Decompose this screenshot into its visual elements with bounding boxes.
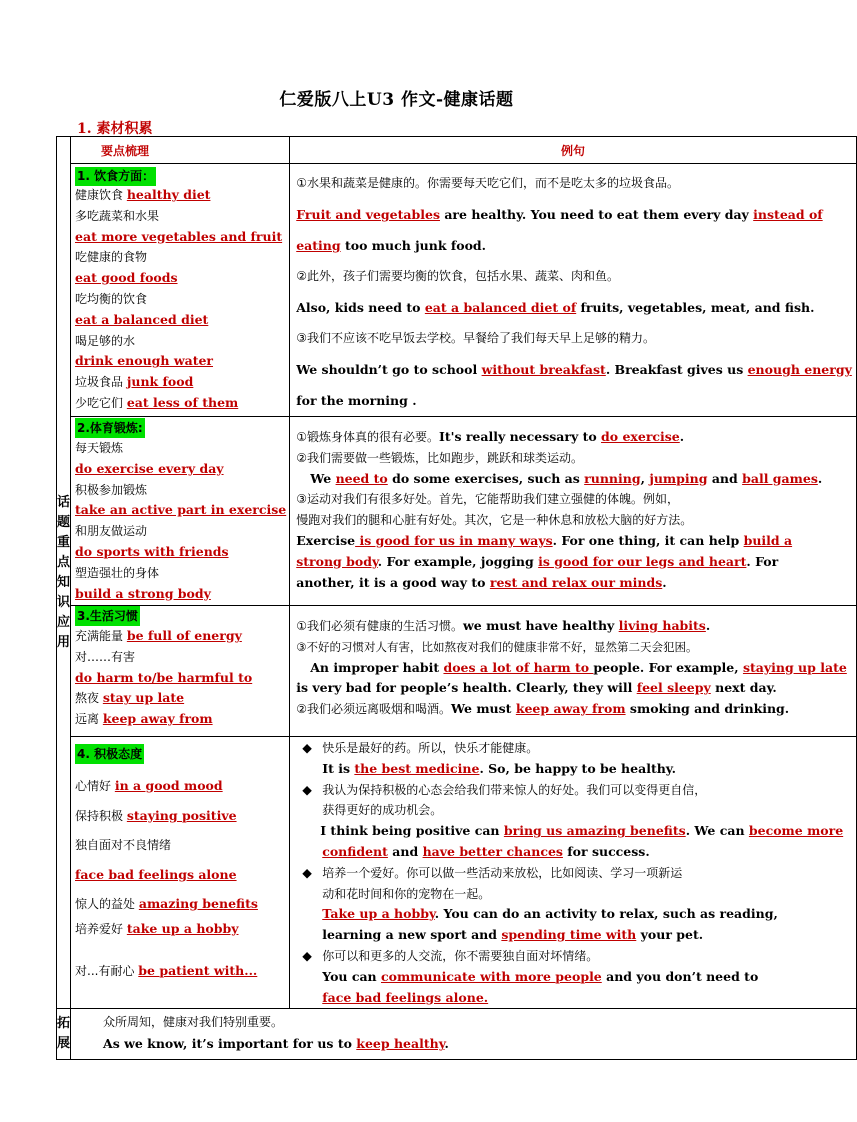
vocab-cn: 熬夜 — [75, 691, 103, 706]
example-en: I think being positive can — [320, 823, 504, 839]
example-en: and — [387, 843, 423, 859]
section-heading: 1. 素材积累 — [77, 121, 153, 137]
example-en: for the morning . — [296, 393, 417, 408]
vocab-en: do exercise every day — [75, 460, 224, 476]
bullet-icon: ◆ — [302, 781, 312, 797]
vocab-cn: 健康饮食 — [75, 188, 127, 202]
exercise-examples — [290, 417, 857, 606]
example-cn: ①我们必须有健康的生活习惯。 — [296, 619, 463, 633]
vocab-cn: 积极参加锻炼 — [75, 482, 148, 497]
example-en: we must have healthy — [463, 618, 619, 633]
vocab-cn: 喝足够的水 — [75, 333, 136, 348]
example-cn: 慢跑对我们的腿和心脏有好处。其次，它是一种休息和放松大脑的好方法。 — [296, 513, 693, 528]
phrase: Take up a hobby — [322, 906, 435, 922]
vocab-cn: 远离 — [75, 712, 103, 727]
exercise-heading: 2.体育锻炼: — [75, 418, 145, 438]
vocab-cn: 独自面对不良情绪 — [75, 838, 172, 852]
example-cn: ②我们必须远离吸烟和喝酒。 — [296, 702, 451, 717]
vocab-en: face bad feelings alone — [75, 867, 237, 882]
side-char: 识 — [57, 594, 71, 610]
vocab-en: take up a hobby — [126, 921, 239, 936]
exercise-vocab — [71, 417, 290, 606]
phrase: keep away from — [515, 701, 626, 717]
side-char: 展 — [57, 1036, 71, 1052]
vocab-en: eat a balanced diet — [75, 311, 209, 327]
example-cn: ③运动对我们有很多好处。首先，它能帮助我们建立强健的体魄。例如， — [296, 492, 679, 507]
vocab-cn: 吃健康的食物 — [75, 250, 148, 265]
bullet-icon: ◆ — [302, 947, 312, 963]
vocab-en: staying positive — [126, 808, 237, 823]
example-en: . — [662, 574, 667, 590]
vocab-en: stay up late — [102, 690, 185, 706]
bullet-icon: ◆ — [302, 864, 312, 880]
vocab-cn: 吃均衡的饮食 — [75, 291, 148, 306]
example-en: are healthy. You need to eat them every day — [439, 207, 754, 222]
phrase: is good for us in many ways — [355, 532, 553, 548]
example-cn: ②我们需要做一些锻炼，比如跑步，跳跃和球类运动。 — [296, 450, 583, 465]
example-en: . We can — [685, 823, 749, 839]
vocab-cn: 心情好 — [75, 779, 115, 793]
vocab-en: keep away from — [102, 711, 213, 727]
example-cn: 快乐是最好的药。所以，快乐才能健康。 — [322, 741, 539, 755]
example-en: . For — [746, 553, 779, 569]
side-char: 话 — [57, 494, 71, 510]
habits-vocab — [71, 606, 290, 737]
vocab-en: in a good mood — [114, 778, 223, 793]
side-char: 应 — [57, 614, 71, 630]
row-diet — [57, 164, 857, 417]
example-en: smoking and drinking. — [625, 701, 790, 717]
example-en: another, it is a good way to — [296, 574, 490, 590]
example-en: . For example, jogging — [377, 553, 539, 569]
attitude-vocab — [71, 737, 290, 1009]
phrase: running — [584, 470, 641, 486]
phrase: eating — [296, 238, 341, 253]
example-en: . You can do an activity to relax, such as reading, — [434, 906, 778, 922]
side-char: 用 — [57, 634, 71, 650]
vocab-cn: 对……有害 — [75, 649, 136, 664]
phrase: confident — [322, 843, 388, 859]
vocab-en: amazing benefits — [138, 896, 258, 911]
attitude-heading: 4. 积极态度 — [75, 744, 144, 764]
example-en: . Breakfast gives us — [605, 362, 748, 377]
table-header-row — [57, 137, 857, 164]
example-en: You can — [322, 968, 381, 984]
example-en: We — [310, 470, 336, 486]
phrase: instead of — [753, 207, 823, 222]
vocab-en: drink enough water — [75, 353, 214, 369]
vocab-en: healthy diet — [126, 187, 211, 202]
vocab-cn: 培养爱好 — [75, 922, 127, 936]
example-en: do some exercises, such as — [387, 470, 585, 486]
vocab-en: be patient with... — [138, 963, 258, 978]
example-en: . For one thing, it can help — [552, 532, 744, 548]
phrase: do exercise — [601, 429, 680, 444]
row-extension — [57, 1009, 857, 1060]
side-label-main — [57, 137, 71, 1009]
example-en: and — [707, 470, 743, 486]
example-cn: ③不好的习惯对人有害，比如熬夜对我们的健康非常不好，显然第二天会犯困。 — [296, 639, 698, 654]
example-cn: 你可以和更多的人交流，你不需要独自面对坏情绪。 — [322, 948, 599, 963]
side-char: 重 — [57, 534, 71, 550]
phrase: spending time with — [501, 927, 637, 943]
vocab-cn: 充满能量 — [75, 629, 127, 643]
side-char: 知 — [57, 574, 71, 590]
example-cn: 众所周知，健康对我们特别重要。 — [103, 1015, 284, 1030]
phrase: need to — [335, 470, 388, 486]
vocab-cn: 和朋友做运动 — [75, 524, 148, 539]
phrase: does a lot of harm to — [443, 659, 594, 675]
header-key-points: 要点梳理 — [71, 137, 290, 164]
phrase: jumping — [649, 470, 708, 486]
vocab-en: eat good foods — [75, 270, 178, 286]
example-en: We must — [451, 701, 516, 717]
vocab-en: build a strong body — [75, 585, 211, 601]
side-label-ext — [57, 1009, 71, 1060]
phrase: enough energy — [747, 362, 852, 377]
diet-heading: 1. 饮食方面： — [75, 167, 156, 186]
example-en: for success. — [562, 843, 650, 859]
phrase: staying up late — [742, 659, 847, 675]
side-char: 拓 — [57, 1016, 71, 1032]
side-char: 点 — [57, 554, 71, 570]
phrase: bring us amazing benefits — [503, 823, 686, 839]
example-en: people. For example, — [593, 659, 743, 675]
vocab-en: do sports with friends — [75, 543, 229, 559]
phrase: without breakfast — [481, 362, 606, 377]
vocab-cn: 每天锻炼 — [75, 441, 124, 455]
example-en: too much junk food. — [340, 238, 487, 253]
vocab-cn: 保持积极 — [75, 809, 127, 823]
example-en: Also, kids need to — [296, 300, 425, 315]
attitude-examples — [290, 737, 857, 1009]
phrase: communicate with more people — [381, 968, 602, 984]
vocab-en: do harm to/be harmful to — [75, 669, 253, 685]
phrase: feel sleepy — [636, 680, 711, 696]
example-en: We shouldn’t go to school — [296, 362, 482, 377]
example-en: fruits, vegetables, meat, and fish. — [576, 300, 815, 315]
example-en: . So, be happy to be healthy. — [479, 760, 676, 776]
phrase: build a — [743, 532, 793, 548]
vocab-cn: 垃圾食品 — [75, 375, 127, 390]
phrase: eat a balanced diet of — [424, 300, 577, 315]
phrase: face bad feelings alone. — [322, 989, 489, 1005]
phrase: strong body — [296, 553, 378, 569]
side-char: 题 — [57, 514, 71, 530]
vocab-en: junk food — [126, 374, 194, 390]
example-en: As we know, it’s important for us to — [103, 1036, 357, 1052]
example-en: and you don’t need to — [601, 968, 759, 984]
example-en: your pet. — [636, 927, 704, 943]
phrase: rest and relax our minds — [489, 574, 663, 590]
example-cn: 我认为保持积极的心态会给我们带来惊人的好处。我们可以变得更自信， — [322, 782, 707, 797]
example-en: . — [817, 470, 823, 486]
example-cn: 动和花时间和你的宠物在一起。 — [322, 886, 491, 901]
habits-examples — [290, 606, 857, 737]
example-en: An improper habit — [310, 659, 444, 675]
extension-content — [71, 1009, 857, 1060]
example-en: next day. — [710, 680, 777, 696]
page-title: 仁爱版八上U3 作文-健康话题 — [279, 90, 514, 110]
vocab-en: be full of energy — [126, 628, 242, 643]
phrase: ball games — [742, 470, 818, 486]
row-exercise — [57, 417, 857, 606]
diet-vocab — [71, 164, 290, 417]
example-en: . — [679, 429, 685, 444]
phrase: become more — [748, 823, 844, 839]
phrase: keep healthy — [356, 1036, 445, 1052]
habits-heading: 3.生活习惯 — [75, 606, 140, 626]
example-en: , — [640, 470, 650, 486]
example-cn: ②此外，孩子们需要均衡的饮食，包括水果、蔬菜、肉和鱼。 — [296, 269, 619, 283]
vocab-cn: 惊人的益处 — [75, 897, 139, 911]
example-en: Exercise — [296, 532, 356, 548]
header-examples: 例句 — [290, 137, 857, 164]
example-en: It is — [322, 760, 355, 776]
vocab-en: eat more vegetables and fruit — [75, 228, 283, 244]
phrase: is good for our legs and heart — [538, 553, 747, 569]
bullet-icon: ◆ — [302, 740, 312, 755]
vocab-cn: 少吃它们 — [75, 395, 127, 410]
phrase: have better chances — [422, 843, 563, 859]
phrase: Fruit and vegetables — [296, 207, 440, 222]
diet-examples — [290, 164, 857, 417]
example-en: learning a new sport and — [322, 927, 502, 943]
vocab-cn: 塑造强壮的身体 — [75, 565, 160, 580]
vocab-en: take an active part in exercise — [75, 502, 287, 518]
example-cn: ①水果和蔬菜是健康的。你需要每天吃它们，而不是吃太多的垃圾食品。 — [296, 176, 679, 190]
example-en: . — [705, 618, 711, 633]
example-en: It's really necessary to — [439, 429, 602, 444]
phrase: living habits — [618, 618, 706, 633]
example-cn: ①锻炼身体真的很有必要。 — [296, 430, 439, 444]
example-en: is very bad for people’s health. Clearly, they will — [296, 680, 637, 696]
row-attitude — [57, 737, 857, 1009]
example-cn: 获得更好的成功机会。 — [322, 803, 443, 818]
example-cn: ③我们不应该不吃早饭去学校。早餐给了我们每天早上足够的精力。 — [296, 331, 655, 345]
vocab-en: eat less of them — [126, 394, 239, 410]
row-habits — [57, 606, 857, 737]
example-cn: 培养一个爱好。你可以做一些活动来放松，比如阅读、学习一项新运 — [322, 865, 683, 880]
example-en: . — [444, 1036, 449, 1052]
content-table — [56, 136, 857, 1060]
phrase: the best medicine — [354, 760, 480, 776]
vocab-cn: 对...有耐心 — [75, 964, 139, 978]
vocab-cn: 多吃蔬菜和水果 — [75, 208, 160, 223]
